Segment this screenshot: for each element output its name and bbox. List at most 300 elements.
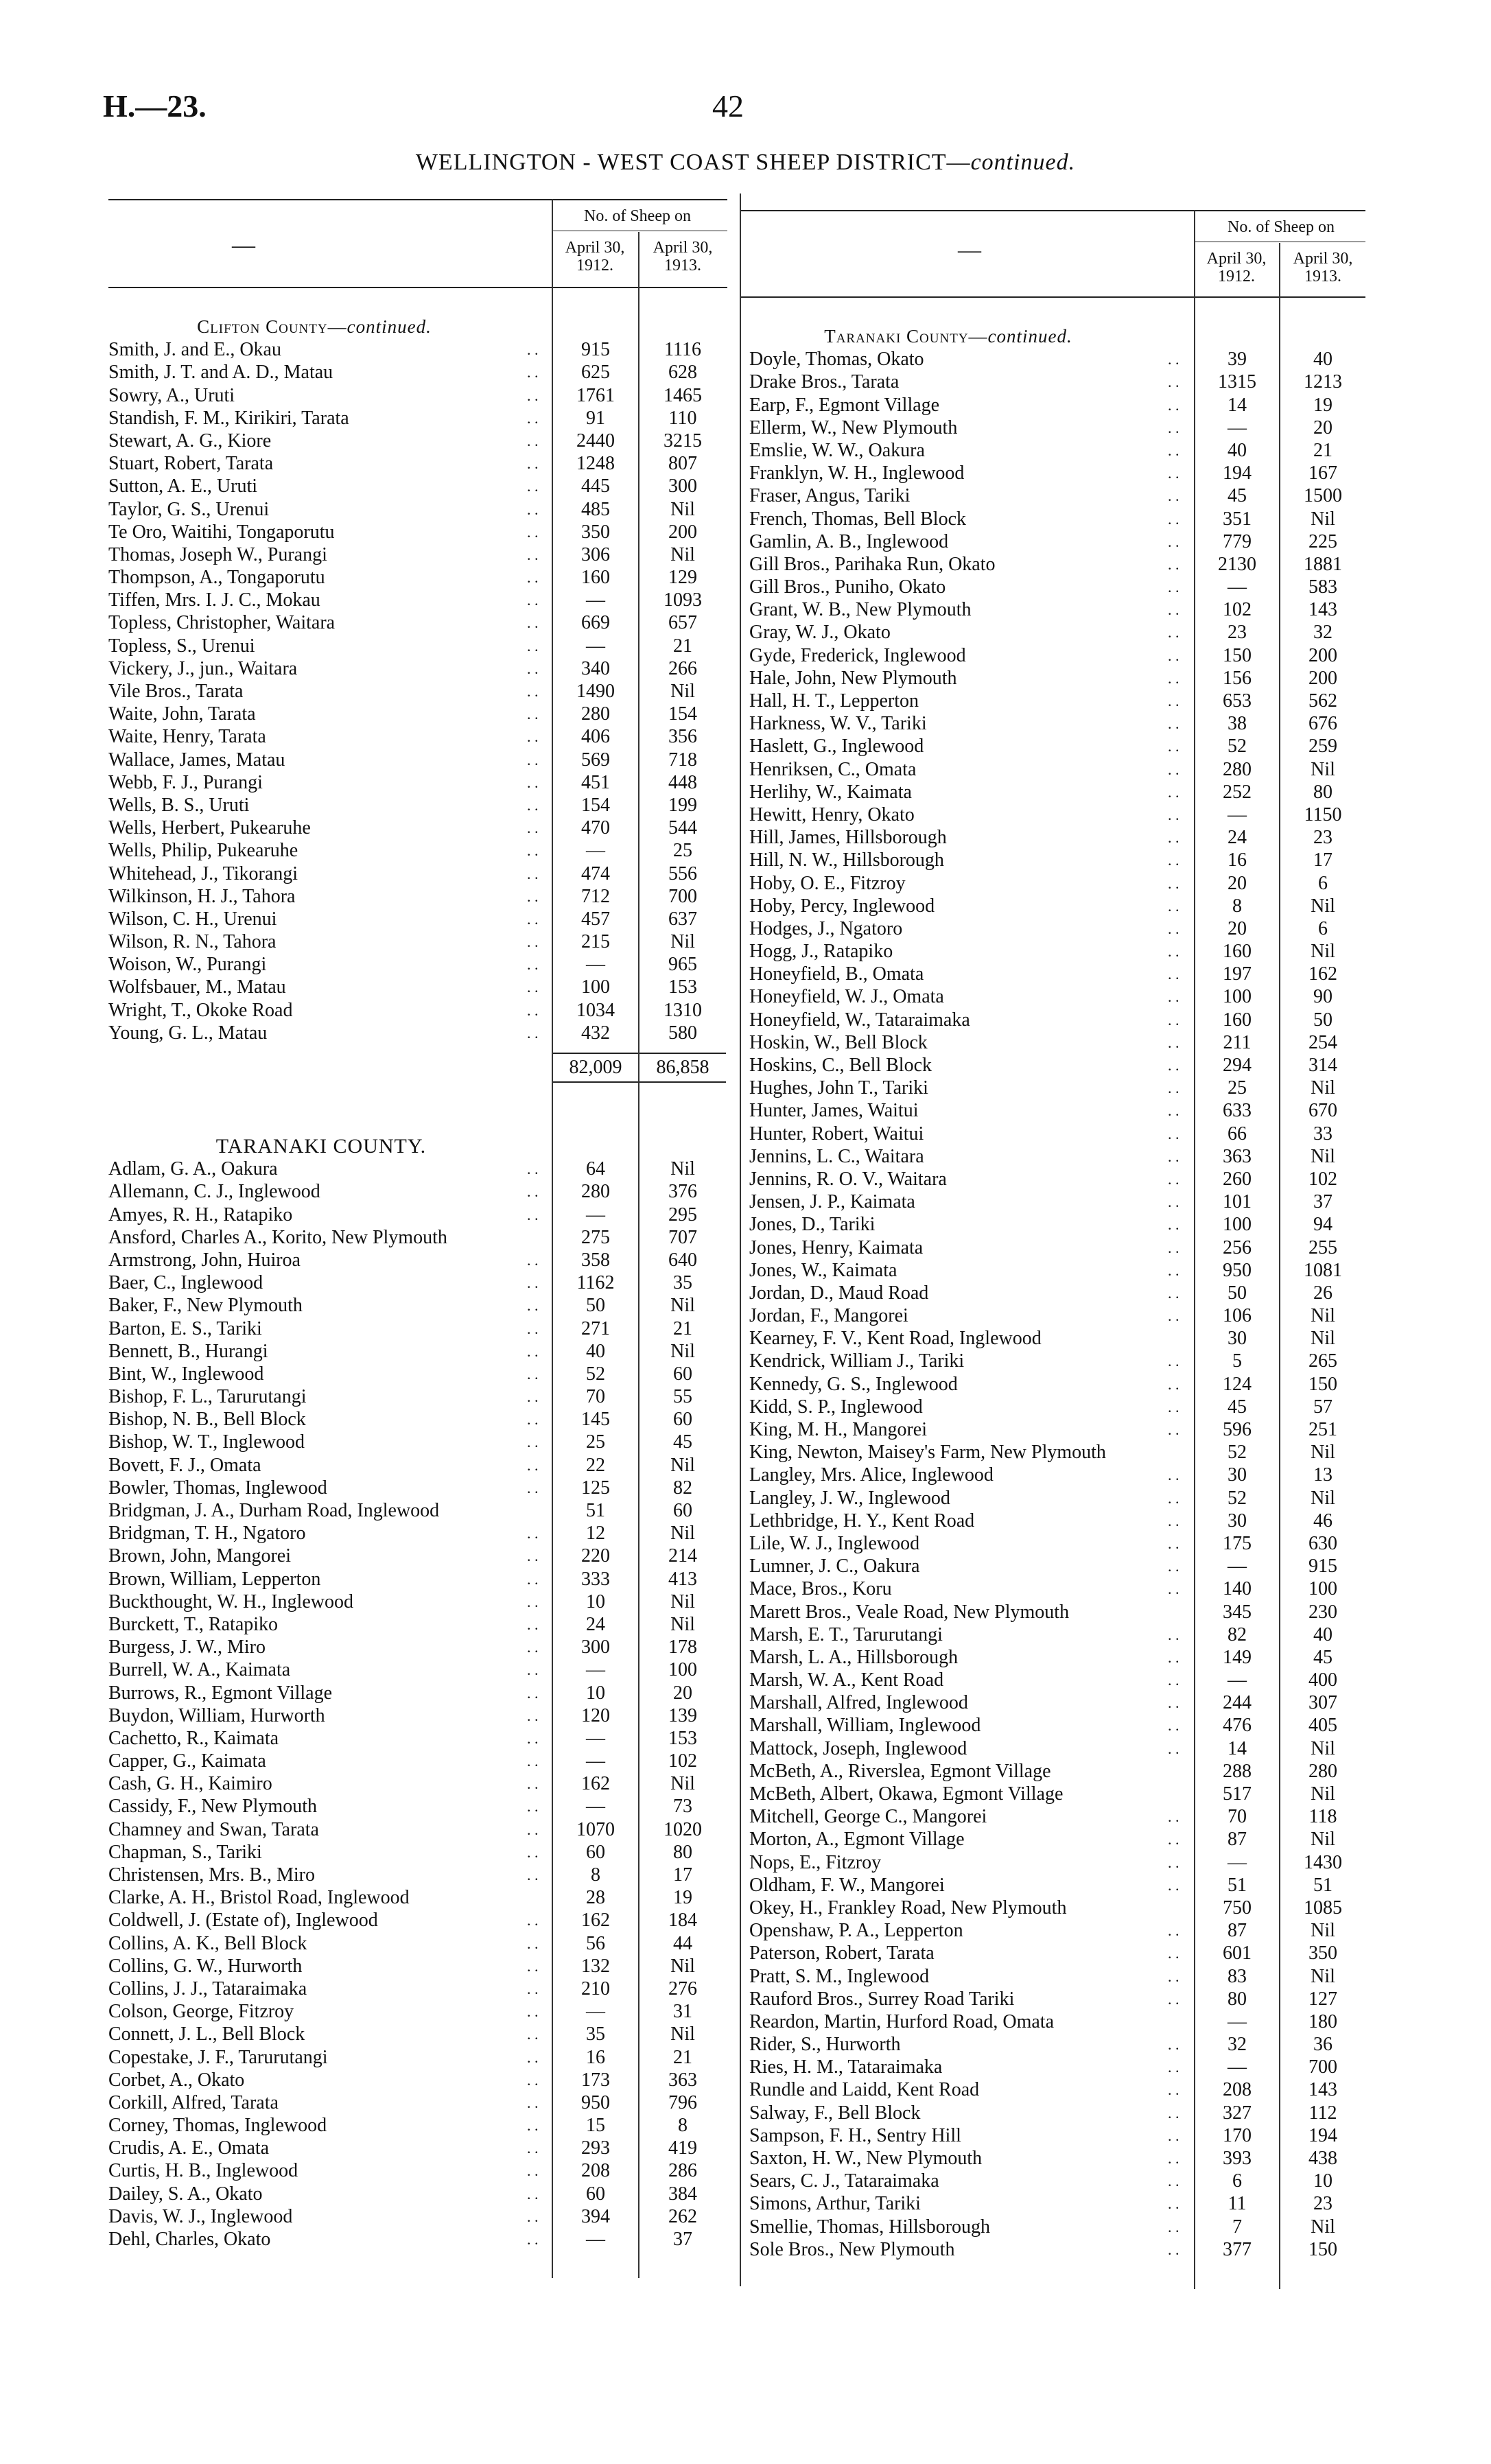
leader-dots: . . [527, 1183, 539, 1201]
owner-name: King, Newton, Maisey's Farm, New Plymouth [749, 1442, 1106, 1464]
table-row [749, 1942, 1365, 1964]
leader-dots: . . [1168, 1853, 1179, 1871]
table-row [749, 895, 1365, 917]
leader-dots: . . [1168, 738, 1179, 755]
sheep-1912: 170 [1223, 2124, 1252, 2146]
sheep-1912: 120 [581, 1704, 610, 1726]
header-group-label: No. of Sheep on [584, 207, 691, 225]
table-row [108, 1180, 727, 1203]
leader-dots: . . [527, 1433, 539, 1451]
sheep-1912: — [586, 840, 605, 862]
leader-dots: . . [1168, 2081, 1179, 2099]
owner-name: Rundle and Laidd, Kent Road [749, 2079, 980, 2101]
owner-name: Stuart, Robert, Tarata [108, 453, 274, 475]
owner-name: Collins, A. K., Bell Block [108, 1932, 307, 1954]
sheep-1912: 100 [581, 976, 610, 998]
sheep-1912: 750 [1223, 1897, 1252, 1919]
sheep-1913: 1150 [1304, 803, 1342, 825]
leader-dots: . . [527, 1479, 539, 1497]
owner-name: Herlihy, W., Kaimata [749, 781, 912, 803]
table-row [749, 508, 1365, 530]
owner-name: Davis, W. J., Inglewood [108, 2205, 293, 2227]
sheep-1912: 100 [1223, 986, 1252, 1008]
leader-dots: . . [527, 2162, 539, 2180]
sheep-1912: 64 [586, 1158, 605, 1180]
sheep-1912: — [586, 1796, 605, 1818]
sheep-1913: Nil [670, 1295, 695, 1317]
sheep-1913: 150 [1308, 1373, 1337, 1395]
sheep-1912: 1315 [1218, 371, 1256, 393]
sheep-1912: 45 [1228, 1396, 1247, 1418]
owner-name: Gill Bros., Parihaka Run, Okato [749, 553, 996, 575]
owner-name: Sampson, F. H., Sentry Hill [749, 2124, 961, 2146]
table-row [749, 621, 1365, 644]
leader-dots: . . [527, 910, 539, 928]
owner-name: Jordan, F., Mangorei [749, 1305, 908, 1327]
table-row [749, 1464, 1365, 1486]
sheep-1913: 405 [1308, 1715, 1337, 1737]
sheep-1912: 124 [1223, 1373, 1252, 1395]
sheep-1913: Nil [670, 2023, 695, 2045]
leader-dots: . . [527, 569, 539, 587]
sheep-1912: 306 [581, 543, 610, 565]
sheep-1913: 266 [668, 657, 697, 679]
sheep-1913: 167 [1308, 462, 1337, 484]
table-row [749, 416, 1365, 439]
leader-dots: . . [1168, 1421, 1179, 1438]
owner-name: McBeth, A., Riverslea, Egmont Village [749, 1760, 1051, 1782]
sheep-1913: Nil [1311, 941, 1335, 963]
table-row [749, 917, 1365, 940]
table-row [749, 2078, 1365, 2101]
table-row [108, 1658, 727, 1681]
owner-name: Saxton, H. W., New Plymouth [749, 2148, 983, 2169]
sheep-1913: 265 [1308, 1350, 1337, 1372]
sheep-1913: 153 [668, 1727, 697, 1749]
sheep-1913: 1310 [664, 999, 702, 1021]
owner-name: Franklyn, W. H., Inglewood [749, 462, 965, 484]
sheep-1912: 208 [1223, 2079, 1252, 2101]
sheep-1912: 288 [1223, 1760, 1252, 1782]
leader-dots: . . [527, 1957, 539, 1975]
owner-name: Fraser, Angus, Tariki [749, 485, 911, 507]
owner-name: Topless, Christopher, Waitara [108, 612, 336, 634]
title-continued: continued. [970, 150, 1076, 175]
leader-dots: . . [1168, 1102, 1179, 1120]
owner-name: Bishop, F. L., Tarurutangi [108, 1386, 307, 1408]
table-row [108, 589, 727, 611]
leader-dots: . . [1168, 2104, 1179, 2122]
sheep-1913: 50 [1313, 1009, 1332, 1031]
sheep-1913: Nil [1311, 1920, 1335, 1942]
table-row [749, 940, 1365, 963]
table-row [108, 2091, 727, 2114]
leader-dots: . . [527, 1729, 539, 1747]
table-row [749, 576, 1365, 598]
sheep-1913: Nil [1311, 1305, 1335, 1327]
sheep-1913: Nil [1311, 1077, 1335, 1099]
owner-name: Brown, John, Mangorei [108, 1545, 291, 1567]
sheep-1912: 132 [581, 1955, 610, 1977]
sheep-1913: 51 [1313, 1874, 1332, 1896]
sheep-1913: 46 [1313, 1510, 1332, 1532]
owner-name: Cash, G. H., Kaimiro [108, 1773, 272, 1795]
owner-name: Bovett, F. J., Omata [108, 1454, 261, 1476]
owner-name: Taylor, G. S., Urenui [108, 498, 270, 520]
sheep-1912: 712 [581, 885, 610, 907]
sheep-1913: 251 [1308, 1419, 1337, 1440]
leader-dots: . . [527, 1274, 539, 1292]
sheep-1912: — [1228, 1556, 1247, 1577]
leader-dots: . . [527, 1570, 539, 1588]
column-separator [740, 193, 741, 2286]
sheep-1912: 35 [586, 2023, 605, 2045]
sheep-1912: 24 [1228, 827, 1247, 849]
table-row [749, 1601, 1365, 1623]
sheep-1913: 628 [668, 362, 697, 384]
sheep-1913: Nil [670, 1340, 695, 1362]
owner-name: Henriksen, C., Omata [749, 758, 917, 780]
sheep-1912: 25 [586, 1431, 605, 1453]
sheep-1913: 32 [1313, 622, 1332, 644]
table-row [108, 1772, 727, 1795]
owner-name: Grant, W. B., New Plymouth [749, 599, 972, 621]
sheep-1912: 377 [1223, 2238, 1252, 2260]
table-row [749, 826, 1365, 849]
sheep-1913: 110 [668, 407, 697, 429]
table-row [108, 521, 727, 543]
sheep-1913: 295 [668, 1204, 697, 1225]
sheep-1912: — [1228, 803, 1247, 825]
table-row [749, 644, 1365, 667]
sheep-1912: 1162 [576, 1272, 615, 1294]
leader-dots: . . [1168, 532, 1179, 550]
owner-name: Armstrong, John, Huiroa [108, 1249, 301, 1271]
sheep-1912: 393 [1223, 2148, 1252, 2169]
sheep-1912: 101 [1223, 1191, 1252, 1213]
leader-dots: . . [1168, 783, 1179, 801]
table-row [749, 2170, 1365, 2192]
owner-name: Hill, James, Hillsborough [749, 827, 947, 849]
sheep-1913: 700 [668, 885, 697, 907]
table-row [749, 1190, 1365, 1213]
table-row [108, 1204, 727, 1226]
table-row [749, 2102, 1365, 2124]
owner-name: Cachetto, R., Kaimata [108, 1727, 279, 1749]
table-row [108, 611, 727, 634]
sheep-1912: 358 [581, 1249, 610, 1271]
sheep-1912: — [586, 1727, 605, 1749]
leader-dots: . . [527, 1706, 539, 1724]
sheep-1913: 230 [1308, 1601, 1337, 1623]
sheep-1913: 90 [1313, 986, 1332, 1008]
sheep-1913: 19 [1313, 394, 1332, 416]
leader-dots: . . [1168, 1580, 1179, 1598]
owner-name: Hunter, James, Waitui [749, 1100, 919, 1122]
sheep-1912: 950 [581, 2091, 610, 2113]
leader-dots: . . [527, 1684, 539, 1702]
table-row [749, 1236, 1365, 1259]
owner-name: Ries, H. M., Tataraimaka [749, 2056, 943, 2078]
table-row [749, 1897, 1365, 1919]
sheep-1913: 17 [1313, 849, 1332, 871]
owner-name: Kidd, S. P., Inglewood [749, 1396, 923, 1418]
sheep-1913: 57 [1313, 1396, 1332, 1418]
leader-dots: . . [527, 2048, 539, 2066]
sheep-1912: 596 [1223, 1419, 1252, 1440]
table-row [108, 771, 727, 794]
table-row [749, 1760, 1365, 1783]
owner-name: Ansford, Charles A., Korito, New Plymouth [108, 1226, 447, 1248]
sheep-1912: 106 [1223, 1305, 1252, 1327]
section-heading-taranaki: TARANAKI COUNTY. [215, 1135, 427, 1158]
owner-name: Amyes, R. H., Ratapiko [108, 1204, 293, 1225]
sheep-1913: 180 [1308, 2010, 1337, 2032]
sheep-1913: 60 [673, 1409, 692, 1431]
leader-dots: . . [1168, 1990, 1179, 2008]
table-row [749, 1282, 1365, 1304]
sheep-1913: 915 [1308, 1556, 1337, 1577]
owner-name: Sole Bros., New Plymouth [749, 2238, 955, 2260]
sheep-1913: 194 [1308, 2124, 1337, 2146]
table-row [749, 849, 1365, 871]
report-reference: H.—23. [103, 89, 207, 124]
sheep-1912: 150 [1223, 644, 1252, 666]
sheep-1913: 363 [668, 2069, 697, 2091]
leader-dots: . . [1168, 1626, 1179, 1643]
table-row [749, 1396, 1365, 1418]
table-row [108, 1340, 727, 1363]
table-row [749, 1009, 1365, 1031]
sheep-1912: 52 [586, 1363, 605, 1385]
leader-dots: . . [527, 637, 539, 655]
sheep-1912: — [586, 2001, 605, 2023]
leader-dots: . . [1168, 1876, 1179, 1894]
owner-name: Curtis, H. B., Inglewood [108, 2160, 298, 2182]
sheep-1913: Nil [1311, 895, 1335, 917]
table-row [749, 462, 1365, 484]
page-number: 42 [712, 89, 744, 124]
sheep-1912: 485 [581, 498, 610, 520]
owner-name: Mitchell, George C., Mangorei [749, 1806, 987, 1828]
sheep-1912: 91 [586, 407, 605, 429]
sheep-1912: 260 [1223, 1168, 1252, 1190]
sheep-1912: 2440 [576, 430, 615, 451]
sheep-1913: 700 [1308, 2056, 1337, 2078]
leader-dots: . . [1168, 829, 1179, 847]
leader-dots: . . [1168, 715, 1179, 733]
owner-name: Salway, F., Bell Block [749, 2102, 921, 2124]
owner-name: Burrell, W. A., Kaimata [108, 1659, 291, 1681]
right-table-body [749, 325, 1365, 2261]
sheep-1913: 259 [1308, 736, 1337, 758]
sheep-1913: 419 [668, 2137, 697, 2159]
owner-name: Kendrick, William J., Tariki [749, 1350, 965, 1372]
sheep-1912: 208 [581, 2160, 610, 2182]
owner-name: Corney, Thomas, Inglewood [108, 2115, 327, 2137]
sheep-1913: 199 [668, 794, 697, 816]
sheep-1912: 145 [581, 1409, 610, 1431]
sheep-1912: 474 [581, 863, 610, 884]
sheep-1913: 60 [673, 1500, 692, 1521]
owner-name: Allemann, C. J., Inglewood [108, 1181, 320, 1203]
sheep-1912: 70 [1228, 1806, 1247, 1828]
sheep-1913: 129 [668, 567, 697, 589]
table-row [108, 2023, 727, 2045]
sheep-1912: 160 [581, 567, 610, 589]
owner-name: Nops, E., Fitzroy [749, 1851, 882, 1873]
sheep-1913: 200 [1308, 667, 1337, 689]
sheep-1912: 915 [581, 339, 610, 361]
leader-dots: . . [527, 455, 539, 473]
sheep-1912: 14 [1228, 394, 1247, 416]
leader-dots: . . [527, 978, 539, 996]
owner-name: Hoskins, C., Bell Block [749, 1055, 932, 1076]
owner-name: Lethbridge, H. Y., Kent Road [749, 1510, 975, 1532]
sheep-1912: 293 [581, 2137, 610, 2159]
leader-dots: . . [527, 386, 539, 404]
leader-dots: . . [527, 432, 539, 449]
sheep-1912: 470 [581, 817, 610, 839]
owner-name: Dailey, S. A., Okato [108, 2183, 263, 2205]
leader-dots: . . [527, 683, 539, 700]
leader-dots: . . [527, 1593, 539, 1610]
owner-name: Cassidy, F., New Plymouth [108, 1796, 317, 1818]
owner-name: Wilkinson, H. J., Tahora [108, 885, 296, 907]
owner-name: Dehl, Charles, Okato [108, 2229, 271, 2250]
leader-dots: . . [527, 1319, 539, 1337]
owner-name: Sowry, A., Uruti [108, 384, 235, 406]
sheep-1912: 23 [1228, 622, 1247, 644]
leader-dots: . . [527, 933, 539, 951]
owner-name: Bowler, Thomas, Inglewood [108, 1477, 327, 1499]
sheep-1912: 779 [1223, 530, 1252, 552]
table-row [108, 430, 727, 452]
sheep-1912: 625 [581, 362, 610, 384]
owner-name: Gamlin, A. B., Inglewood [749, 530, 949, 552]
sheep-1912: 197 [1223, 963, 1252, 985]
leader-dots: . . [527, 1525, 539, 1542]
sheep-1912: 20 [1228, 872, 1247, 894]
owner-name: Christensen, Mrs. B., Miro [108, 1864, 315, 1886]
leader-dots: . . [1168, 441, 1179, 459]
table-row [108, 1613, 727, 1636]
leader-dots: . . [1168, 1648, 1179, 1666]
sheep-1913: 262 [668, 2205, 697, 2227]
sheep-1912: 457 [581, 908, 610, 930]
leader-dots: . . [527, 2003, 539, 2021]
sheep-1912: 50 [1228, 1282, 1247, 1304]
owner-name: Jones, D., Tariki [749, 1214, 876, 1236]
table-row [749, 348, 1365, 371]
owner-name: Hunter, Robert, Waitui [749, 1123, 924, 1145]
table-row [108, 1636, 727, 1658]
owner-name: Honeyfield, B., Omata [749, 963, 924, 985]
sheep-1913: Nil [670, 543, 695, 565]
leader-dots: . . [1168, 943, 1179, 961]
sheep-1913: 1116 [664, 339, 701, 361]
leader-dots: . . [1168, 1489, 1179, 1507]
table-row [749, 1669, 1365, 1691]
sheep-1912: 1248 [576, 453, 615, 475]
sheep-1913: 36 [1313, 2034, 1332, 2056]
sheep-1912: 601 [1223, 1943, 1252, 1964]
leader-dots: . . [1168, 1512, 1179, 1529]
sheep-1913: 1213 [1304, 371, 1342, 393]
leader-dots: . . [1168, 852, 1179, 869]
sheep-1912: 215 [581, 931, 610, 953]
sheep-1912: 162 [581, 1910, 610, 1932]
leader-dots: . . [527, 659, 539, 677]
owner-name: Marett Bros., Veale Road, New Plymouth [749, 1601, 1070, 1623]
sheep-1913: 448 [668, 771, 697, 793]
sheep-1913: 562 [1308, 690, 1337, 712]
sheep-1912: 160 [1223, 1009, 1252, 1031]
owner-name: Hill, N. W., Hillsborough [749, 849, 944, 871]
table-row [749, 371, 1365, 393]
sheep-1913: 280 [1308, 1760, 1337, 1782]
sheep-1913: 225 [1308, 530, 1337, 552]
table-row [108, 1249, 727, 1271]
table-row [749, 690, 1365, 712]
owner-name: Wells, B. S., Uruti [108, 794, 250, 816]
sheep-1913: 6 [1318, 917, 1328, 939]
sheep-1912: 244 [1223, 1692, 1252, 1714]
sheep-1912: 1070 [576, 1818, 615, 1840]
leader-dots: . . [1168, 2240, 1179, 2258]
sheep-1912: 15 [586, 2115, 605, 2137]
leader-dots: . . [1168, 1033, 1179, 1051]
sheep-1912: 51 [1228, 1874, 1247, 1896]
sheep-1913: 20 [673, 1682, 692, 1704]
owner-name: Webb, F. J., Purangi [108, 771, 263, 793]
leader-dots: . . [1168, 465, 1179, 482]
sheep-1913: 150 [1308, 2238, 1337, 2260]
sheep-1913: 583 [1308, 576, 1337, 598]
table-row [108, 2046, 727, 2069]
table-row [749, 1646, 1365, 1669]
table-row [749, 1737, 1365, 1760]
sheep-1912: 11 [1228, 2193, 1247, 2215]
sheep-1912: 8 [1232, 895, 1242, 917]
leader-dots: . . [1168, 1466, 1179, 1484]
owner-name: Simons, Arthur, Tariki [749, 2193, 921, 2215]
leader-dots: . . [527, 887, 539, 905]
sheep-1913: 10 [1313, 2170, 1332, 2192]
leader-dots: . . [1168, 1398, 1179, 1416]
sheep-1912: 1034 [576, 999, 615, 1021]
sheep-1912: — [1228, 576, 1247, 598]
table-row [108, 1750, 727, 1772]
sheep-1912: 6 [1232, 2170, 1242, 2192]
table-row [108, 338, 727, 361]
sheep-1913: Nil [670, 1613, 695, 1635]
sheep-1912: 82 [1228, 1623, 1247, 1645]
leader-dots: . . [527, 1206, 539, 1223]
sheep-1912: 300 [581, 1636, 610, 1658]
table-row [749, 1555, 1365, 1577]
table-row [108, 543, 727, 566]
table-row [749, 1123, 1365, 1145]
leader-dots: . . [1168, 1170, 1179, 1188]
sheep-1913: 657 [668, 612, 697, 634]
table-row [108, 1818, 727, 1841]
owner-name: Adlam, G. A., Oakura [108, 1158, 278, 1180]
sheep-1913: 40 [1313, 1623, 1332, 1645]
owner-name: Thompson, A., Tongaporutu [108, 567, 325, 589]
leader-dots: . . [1168, 373, 1179, 391]
leader-dots: . . [1168, 624, 1179, 642]
